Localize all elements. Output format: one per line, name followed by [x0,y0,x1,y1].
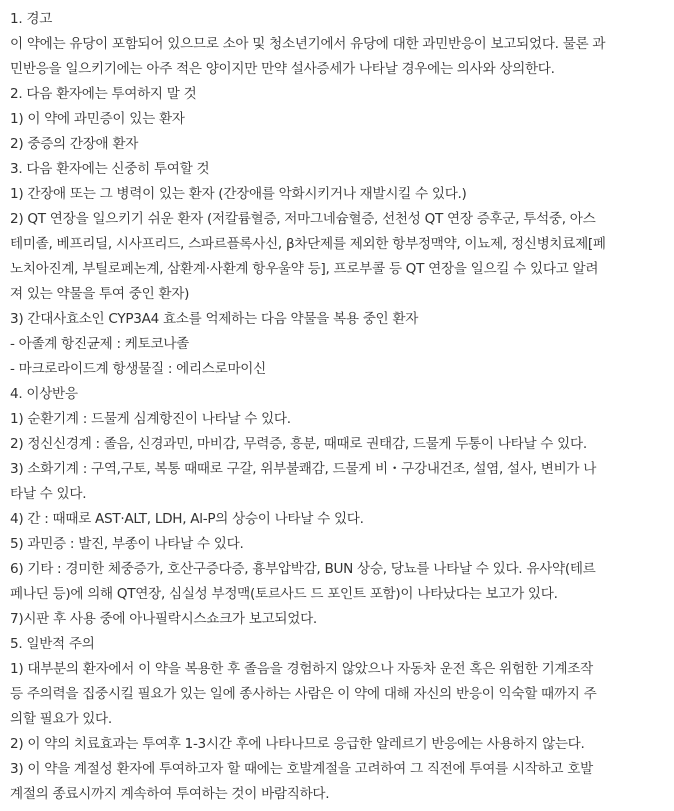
text-line: 1) 순환기계 : 드물게 심계항진이 나타날 수 있다. [10,411,291,427]
text-line: 타날 수 있다. [10,486,87,502]
section-heading-adverse-reactions: 4. 이상반응 [10,386,78,402]
text-line: 의할 필요가 있다. [10,711,112,727]
text-line: 1) 간장애 또는 그 병력이 있는 환자 (간장애를 악화시키거나 재발시킬 수 있다.) [10,186,467,202]
text-line: - 마크로라이드계 항생물질 : 에리스로마이신 [10,361,266,377]
text-line: 민반응을 일으키기에는 아주 적은 양이지만 만약 설사증세가 나타날 경우에는 의사와 상의한다. [10,61,555,77]
text-line: 7)시판 후 사용 중에 아나필락시스쇼크가 보고되었다. [10,611,317,627]
text-line: 3) 이 약을 계절성 환자에 투여하고자 할 때에는 호발계절을 고려하여 그 직전에 투여를 시작하고 호발 [10,761,593,777]
text-line: 져 있는 약물을 투여 중인 환자) [10,286,190,302]
section-heading-warning: 1. 경고 [10,11,53,27]
text-line: 등 주의력을 집중시킬 필요가 있는 일에 종사하는 사람은 이 약에 대해 자신의 반응이 익숙할 때까지 주 [10,686,597,702]
section-heading-general-precautions: 5. 일반적 주의 [10,636,95,652]
text-line: 2) QT 연장을 일으키기 쉬운 환자 (저칼륨혈증, 저마그네슘혈증, 선천성 QT 연장 증후군, 투석중, 아스 [10,211,596,227]
text-line: 4) 간 : 때때로 AST·ALT, LDH, Al-P의 상승이 나타날 수 있다. [10,511,364,527]
text-line: 3) 간대사효소인 CYP3A4 효소를 억제하는 다음 약물을 복용 중인 환자 [10,311,419,327]
text-line: 계절의 종료시까지 계속하여 투여하는 것이 바람직하다. [10,786,330,802]
text-line: 1) 대부분의 환자에서 이 약을 복용한 후 졸음을 경험하지 않았으나 자동차 운전 혹은 위험한 기계조작 [10,661,593,677]
section-heading-contraindications: 2. 다음 환자에는 투여하지 말 것 [10,86,197,102]
text-line: 2) 중증의 간장애 환자 [10,136,139,152]
text-line: 노치아진계, 부틸로페논계, 삼환계·사환계 항우울약 등], 프로부콜 등 QT 연장을 일으킬 수 있다고 알려 [10,261,599,277]
text-line: 1) 이 약에 과민증이 있는 환자 [10,111,185,127]
text-line: 2) 정신신경계 : 졸음, 신경과민, 마비감, 무력증, 흥분, 때때로 권태감, 드물게 두통이 나타날 수 있다. [10,436,587,452]
text-line: - 아졸계 항진균제 : 케토코나졸 [10,336,189,352]
text-line: 6) 기타 : 경미한 체중증가, 호산구증다증, 흉부압박감, BUN 상승, 당뇨를 나타날 수 있다. 유사약(테르 [10,561,596,577]
text-line: 테미졸, 베프리딜, 시사프리드, 스파르플록사신, β차단제를 제외한 항부정맥약, 이뇨제, 정신병치료제[페 [10,236,606,252]
section-heading-caution: 3. 다음 환자에는 신중히 투여할 것 [10,161,210,177]
text-line: 2) 이 약의 치료효과는 투여후 1-3시간 후에 나타나므로 응급한 알레르기 반응에는 사용하지 않는다. [10,736,585,752]
text-line: 5) 과민증 : 발진, 부종이 나타날 수 있다. [10,536,244,552]
text-line: 3) 소화기계 : 구역,구토, 복통 때때로 구갈, 위부불쾌감, 드물게 비・구강내건조, 설염, 설사, 변비가 나 [10,461,597,477]
text-line: 페나딘 등)에 의해 QT연장, 심실성 부정맥(토르사드 드 포인트 포함)이 나타났다는 보고가 있다. [10,586,558,602]
text-line: 이 약에는 유당이 포함되어 있으므로 소아 및 청소년기에서 유당에 대한 과민반응이 보고되었다. 물론 과 [10,36,606,52]
